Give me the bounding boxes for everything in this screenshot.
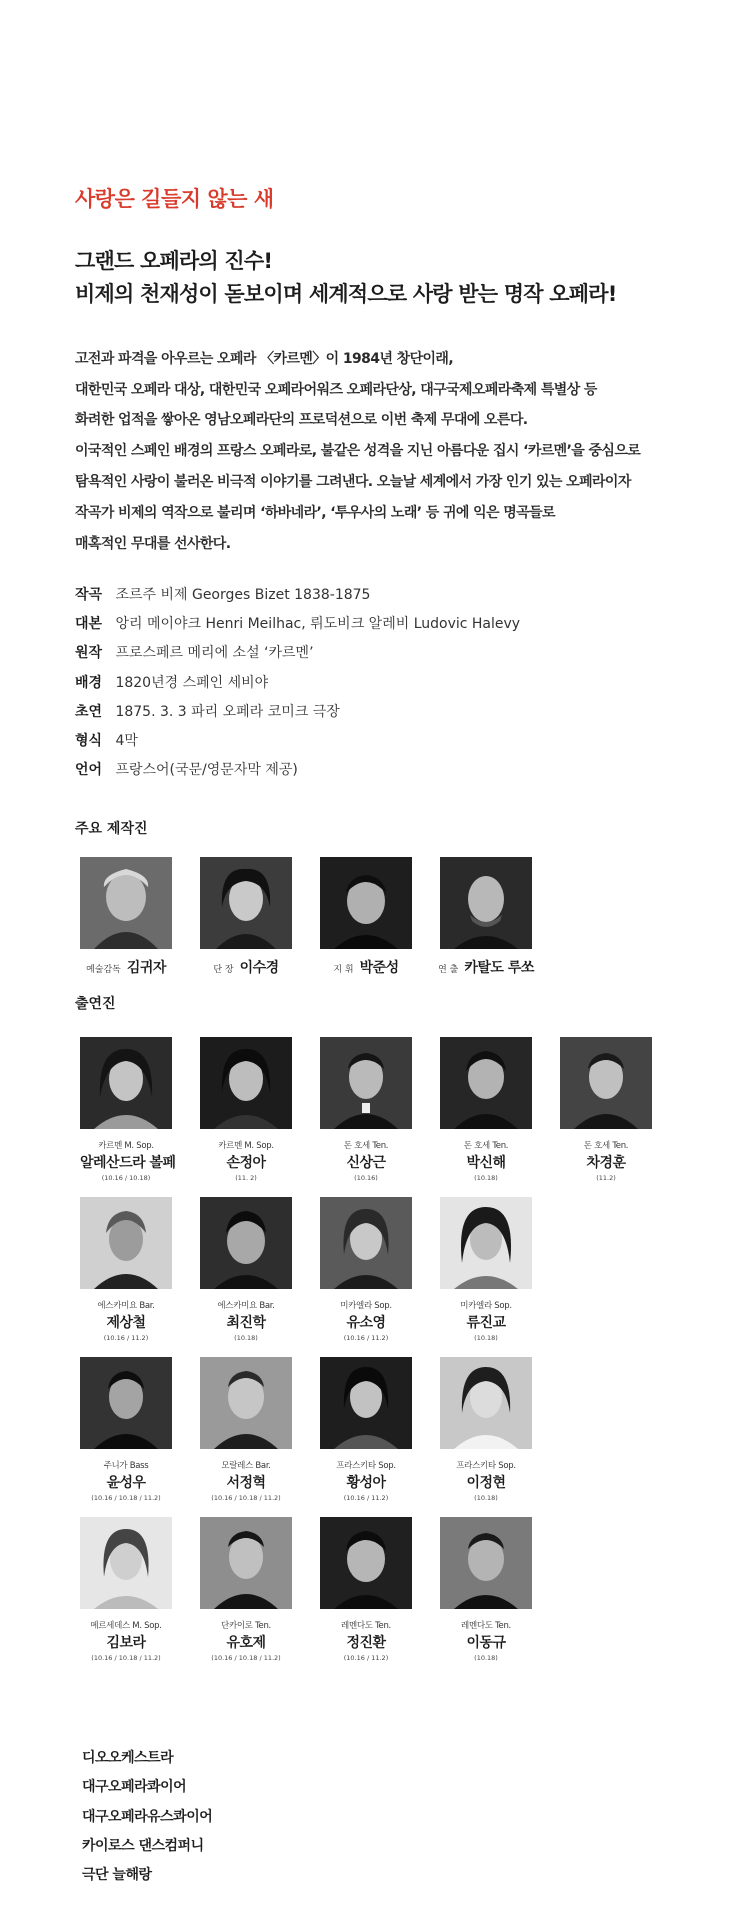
cast-dates: (10.16 / 10.18 / 11.2) [91,1494,161,1502]
info-setting [75,672,268,692]
info-key: 배경 [75,675,103,691]
cast-card [440,1357,532,1502]
portrait-photo [80,1357,172,1449]
cast-name: 정진환 [346,1635,386,1651]
cast-dates: (10.18) [474,1494,498,1502]
organization-item: 대구오페라콰이어 [82,1779,187,1795]
cast-name: 차경훈 [586,1155,626,1171]
info-libretto [75,613,520,633]
info-value: 프랑스어(국문/영문자막 제공) [115,762,298,778]
cast-name: 류진교 [466,1315,506,1331]
cast-dates: (10.16 / 11.2) [343,1654,389,1662]
headline-line-2: 비제의 천재성이 돋보이며 세계적으로 사랑 받는 명작 오페라! [75,282,617,306]
cast-dates: (10.18) [474,1334,498,1342]
cast-card [320,1357,412,1502]
info-value: 1820년경 스페인 세비야 [115,675,269,691]
cast-role: 프라스키타 Sop. [336,1461,396,1471]
cast-name: 제상철 [106,1315,146,1331]
staff-card [80,857,172,977]
info-language [75,759,298,779]
organization-item: 카이로스 댄스컴퍼니 [82,1838,204,1854]
cast-dates: (10.16 / 10.18 / 11.2) [91,1654,161,1662]
cast-name: 알레산드라 볼페 [80,1155,176,1171]
cast-role: 에스카미요 Bar. [97,1301,155,1311]
portrait-photo [440,1357,532,1449]
portrait-photo [320,1197,412,1289]
cast-dates: (11. 2) [235,1174,257,1182]
cast-dates: (11.2) [596,1174,616,1182]
cast-card [560,1037,652,1182]
description-line: 탐욕적인 사랑이 불러온 비극적 이야기를 그려낸다. 오늘날 세계에서 가장 인기 있는 오페라이자 [75,474,631,490]
cast-dates: (10.16 / 11.2) [343,1494,389,1502]
cast-dates: (10.16 / 10.18) [101,1174,151,1182]
info-value: 4막 [115,733,138,749]
cast-role: 단카이로 Ten. [221,1621,271,1631]
cast-card [80,1517,172,1662]
info-key: 대본 [75,616,103,632]
cast-name: 최진학 [226,1315,266,1331]
portrait-photo [200,1037,292,1129]
portrait-photo [80,1037,172,1129]
cast-card [80,1037,176,1182]
cast-name: 유호제 [226,1635,266,1651]
staff-role: 지 휘 [333,965,354,975]
cast-role: 돈 호세 Ten. [583,1141,629,1151]
cast-role: 미카엘라 Sop. [460,1301,512,1311]
cast-name: 황성아 [346,1475,386,1491]
portrait-photo [560,1037,652,1129]
portrait-photo [200,1357,292,1449]
info-key: 초연 [75,704,103,720]
description-line: 매혹적인 무대를 선사한다. [75,536,231,552]
cast-card [440,1517,532,1662]
subtitle-red: 사랑은 길들지 않는 새 [75,187,274,211]
cast-name: 윤성우 [106,1475,146,1491]
info-key: 형식 [75,733,103,749]
cast-role: 카르멘 M. Sop. [218,1141,274,1151]
portrait-photo [320,857,412,949]
cast-card [80,1357,172,1502]
cast-name: 이정현 [466,1475,506,1491]
staff-card [440,857,532,977]
info-value: 조르주 비제 Georges Bizet 1838-1875 [115,587,371,603]
staff-caption [440,957,532,977]
organization-item: 대구오페라유스콰이어 [82,1809,213,1825]
cast-role: 미카엘라 Sop. [340,1301,392,1311]
cast-card [80,1197,172,1342]
portrait-photo [80,1517,172,1609]
cast-dates: (10.18) [474,1654,498,1662]
description-line: 화려한 업적을 쌓아온 영남오페라단의 프로덕션으로 이번 축제 무대에 오른다. [75,412,528,428]
portrait-photo [440,857,532,949]
cast-name: 서정혁 [226,1475,266,1491]
cast-role: 돈 호세 Ten. [343,1141,389,1151]
portrait-photo [200,857,292,949]
staff-role: 연 출 [438,965,459,975]
portrait-photo [200,1517,292,1609]
cast-dates: (10.16 / 10.18 / 11.2) [211,1654,281,1662]
cast-card [200,1197,292,1342]
cast-card [440,1037,532,1182]
cast-card [200,1037,292,1182]
portrait-photo [320,1037,412,1129]
info-value: 1875. 3. 3 파리 오페라 코미크 극장 [115,704,340,720]
portrait-photo [320,1357,412,1449]
info-value: 프로스페르 메리에 소설 ‘카르멘’ [115,645,314,661]
cast-role: 프라스키타 Sop. [456,1461,516,1471]
portrait-photo [80,1197,172,1289]
staff-name: 박준성 [359,960,399,976]
info-original [75,642,314,662]
description-line: 대한민국 오페라 대상, 대한민국 오페라어워즈 오페라단상, 대구국제오페라축제 특별상 등 [75,382,597,398]
cast-role: 돈 호세 Ten. [463,1141,509,1151]
organization-item: 디오오케스트라 [82,1750,174,1766]
cast-role: 레멘다도 Ten. [461,1621,511,1631]
cast-dates: (10.16 / 11.2) [343,1334,389,1342]
staff-card [320,857,412,977]
cast-dates: (10.16) [354,1174,378,1182]
staff-caption [320,957,412,977]
description-line: 작곡가 비제의 역작으로 불리며 ‘하바네라’, ‘투우사의 노래’ 등 귀에 익은 명곡들로 [75,505,555,521]
staff-name: 김귀자 [126,960,166,976]
portrait-photo [440,1517,532,1609]
cast-card [200,1357,292,1502]
info-key: 언어 [75,762,103,778]
cast-section-label: 출연진 [75,996,116,1012]
cast-name: 김보라 [106,1635,146,1651]
cast-dates: (10.16 / 11.2) [103,1334,149,1342]
cast-name: 손정아 [226,1155,266,1171]
cast-card [200,1517,292,1662]
cast-role: 모랄레스 Bar. [221,1461,271,1471]
info-format [75,730,138,750]
staff-caption [200,957,292,977]
info-premiere [75,701,340,721]
cast-dates: (10.16 / 10.18 / 11.2) [211,1494,281,1502]
cast-name: 박신해 [466,1155,506,1171]
staff-role: 단 장 [213,965,234,975]
cast-name: 이동규 [466,1635,506,1651]
cast-dates: (10.18) [234,1334,258,1342]
staff-name: 이수경 [239,960,279,976]
staff-section-label: 주요 제작진 [75,821,148,837]
cast-role: 카르멘 M. Sop. [98,1141,154,1151]
portrait-photo [200,1197,292,1289]
portrait-photo [440,1197,532,1289]
info-value: 앙리 메이야크 Henri Meilhac, 뤼도비크 알레비 Ludovic Halevy [115,616,521,632]
staff-card [200,857,292,977]
cast-card [440,1197,532,1342]
cast-name: 유소영 [346,1315,386,1331]
info-key: 작곡 [75,587,103,603]
portrait-photo [320,1517,412,1609]
headline-line-1: 그랜드 오페라의 진수! [75,249,273,273]
portrait-photo [440,1037,532,1129]
description-line: 이국적인 스페인 배경의 프랑스 오페라로, 불같은 성격을 지닌 아름다운 집시 ‘카르멘’을 중심으로 [75,443,641,459]
cast-name: 신상근 [346,1155,386,1171]
cast-card [320,1517,412,1662]
cast-role: 에스카미요 Bar. [217,1301,275,1311]
staff-role: 예술감독 [86,965,121,975]
cast-role: 주니가 Bass [103,1461,149,1471]
organization-item: 극단 늘해랑 [82,1867,152,1883]
staff-caption [80,957,172,977]
portrait-photo [80,857,172,949]
cast-card [320,1197,412,1342]
cast-dates: (10.18) [474,1174,498,1182]
staff-name: 카탈도 루쏘 [464,960,534,976]
cast-role: 메르세데스 M. Sop. [90,1621,162,1631]
cast-role: 레멘다도 Ten. [341,1621,391,1631]
info-key: 원작 [75,645,103,661]
cast-card [320,1037,412,1182]
description-line: 고전과 파격을 아우르는 오페라 〈카르멘〉이 1984년 창단이래, [75,351,454,367]
info-composer [75,584,370,604]
